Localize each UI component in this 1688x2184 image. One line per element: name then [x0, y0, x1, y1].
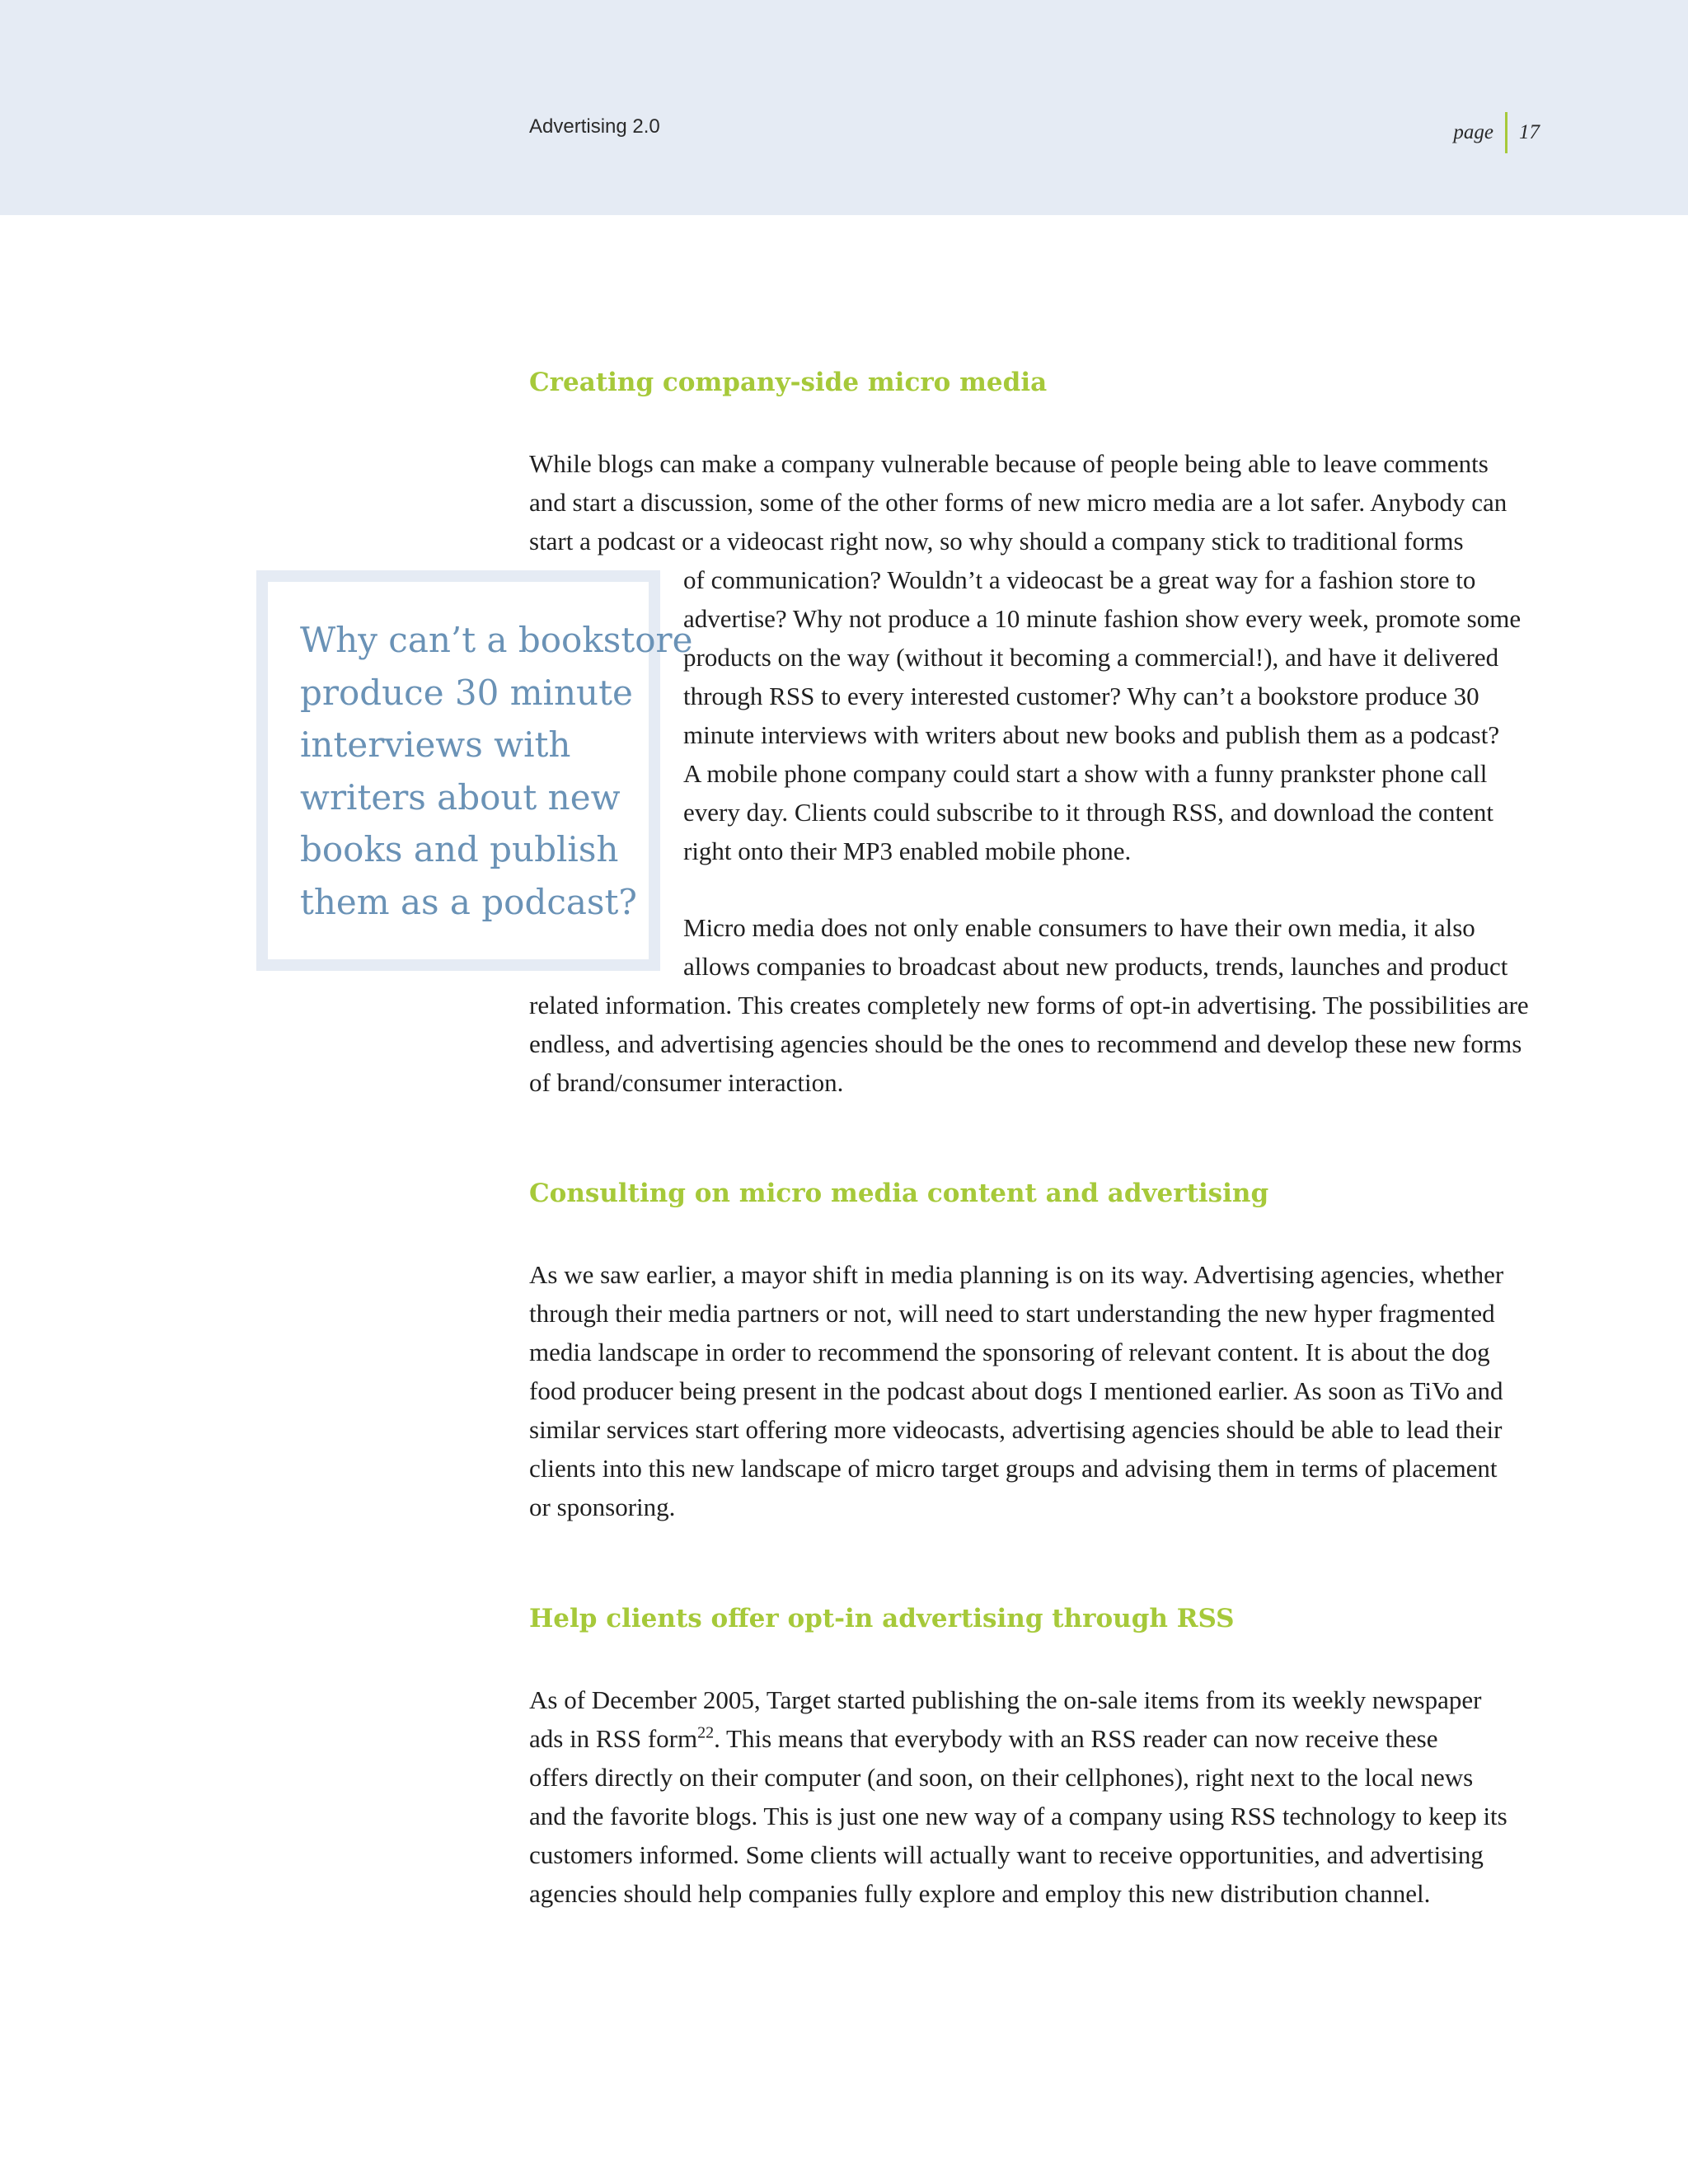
text-line: every day. Clients could subscribe to it through RSS, and download the content — [683, 798, 1493, 827]
text-line: As we saw earlier, a mayor shift in media planning is on its way. Advertising agencies, whether — [529, 1260, 1504, 1289]
text-line: endless, and advertising agencies should be the ones to recommend and develop these new forms — [529, 1029, 1522, 1058]
text-line: right onto their MP3 enabled mobile phone. — [683, 837, 1132, 865]
pullquote-line: writers about new — [300, 776, 621, 818]
text-fragment: . This means that everybody with an RSS reader can now receive these — [714, 1724, 1438, 1753]
text-line: While blogs can make a company vulnerable because of people being able to leave comments — [529, 449, 1489, 478]
section-heading-consulting: Consulting on micro media content and advertising — [529, 1179, 1269, 1208]
text-line: of brand/consumer interaction. — [529, 1068, 844, 1097]
paragraph-consulting — [529, 1255, 1503, 1526]
text-line: products on the way (without it becoming a commercial!), and have it delivered — [683, 643, 1499, 672]
pullquote-line: interviews with — [300, 724, 571, 765]
text-line: of communication? Wouldn’t a videocast be a great way for a fashion store to — [683, 565, 1476, 594]
document-title: Advertising 2.0 — [529, 115, 660, 138]
header-band — [0, 0, 1688, 215]
text-line-with-footnote — [529, 1719, 1507, 1758]
page-number: 17 — [1519, 121, 1540, 143]
text-fragment: ads in RSS form — [529, 1724, 698, 1753]
text-line: As of December 2005, Target started publishing the on-sale items from its weekly newspaper — [529, 1685, 1482, 1714]
page-divider — [1505, 112, 1507, 153]
text-line: clients into this new landscape of micro target groups and advising them in terms of placement — [529, 1454, 1498, 1483]
pullquote-line: Why can’t a bookstore — [300, 620, 693, 660]
text-line: through RSS to every interested customer? Why can’t a bookstore produce 30 — [683, 682, 1479, 710]
footnote-reference: 22 — [697, 1723, 715, 1742]
paragraph-intro-wrapped — [683, 560, 1521, 870]
text-line: agencies should help companies fully explore and employ this new distribution channel. — [529, 1879, 1431, 1908]
text-line: similar services start offering more videocasts, advertising agencies should be able to lead their — [529, 1415, 1503, 1444]
text-line: and the favorite blogs. This is just one new way of a company using RSS technology to keep its — [529, 1802, 1507, 1830]
text-line: through their media partners or not, will need to start understanding the new hyper fragmented — [529, 1299, 1495, 1328]
pullquote-line: books and publish — [300, 829, 619, 869]
paragraph-intro-top — [529, 444, 1507, 560]
text-line: or sponsoring. — [529, 1493, 676, 1521]
section-heading-creating-micro-media: Creating company-side micro media — [529, 368, 1048, 397]
text-line: related information. This creates completely new forms of opt-in advertising. The possibilities are — [529, 991, 1529, 1019]
pullquote-line: them as a podcast? — [300, 881, 637, 922]
paragraph-micro-media-full — [529, 986, 1529, 1102]
text-line: Micro media does not only enable consumers to have their own media, it also — [683, 913, 1475, 942]
text-line: advertise? Why not produce a 10 minute fashion show every week, promote some — [683, 604, 1522, 633]
section-heading-rss: Help clients offer opt-in advertising through RSS — [529, 1604, 1235, 1633]
text-line: offers directly on their computer (and soon, on their cellphones), right next to the local news — [529, 1763, 1474, 1792]
text-line: allows companies to broadcast about new products, trends, launches and product — [683, 952, 1508, 981]
pullquote-line: produce 30 minute — [300, 672, 633, 713]
pullquote — [300, 614, 693, 928]
text-line: minute interviews with writers about new books and publish them as a podcast? — [683, 720, 1500, 749]
text-line: start a podcast or a videocast right now, so why should a company stick to traditional forms — [529, 527, 1464, 555]
text-line: and start a discussion, some of the other forms of new micro media are a lot safer. Anybody can — [529, 488, 1507, 517]
paragraph-rss — [529, 1680, 1507, 1913]
text-line: media landscape in order to recommend the sponsoring of relevant content. It is about the dog — [529, 1338, 1490, 1366]
text-line: customers informed. Some clients will actually want to receive opportunities, and advertising — [529, 1840, 1484, 1869]
text-line: A mobile phone company could start a show with a funny prankster phone call — [683, 759, 1488, 788]
page-label: page — [1453, 121, 1493, 143]
text-line: food producer being present in the podcast about dogs I mentioned earlier. As soon as TiVo and — [529, 1376, 1503, 1405]
page-indicator — [1453, 112, 1540, 153]
paragraph-micro-media-wrapped — [683, 908, 1507, 986]
